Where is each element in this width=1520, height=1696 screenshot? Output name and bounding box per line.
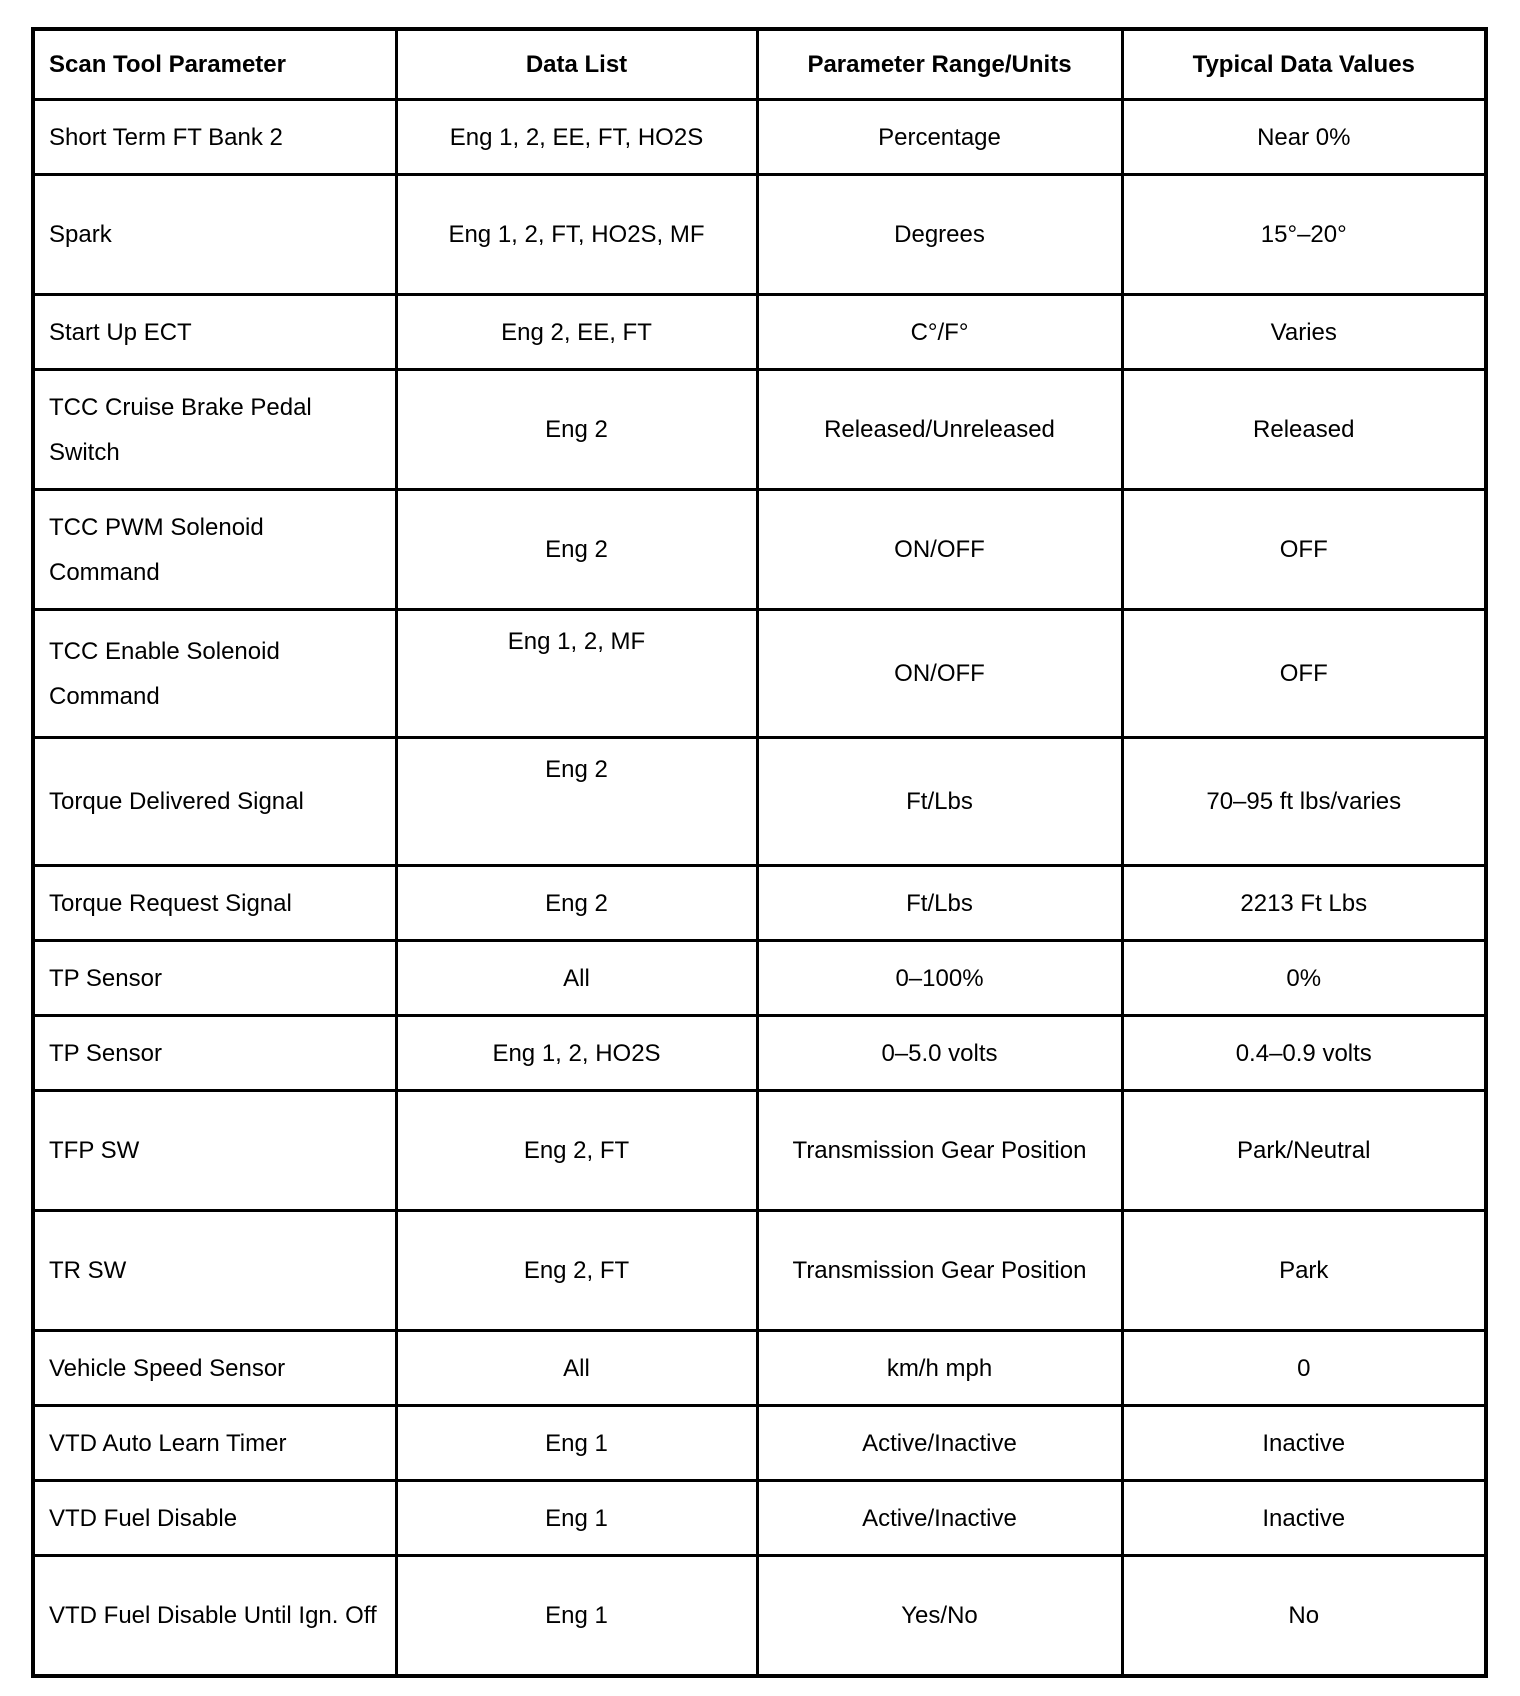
cell-parameter: Spark (33, 175, 396, 295)
cell-data-list: Eng 1, 2, EE, FT, HO2S (396, 100, 757, 175)
cell-typical-value: Varies (1122, 295, 1486, 370)
table-row (33, 1481, 1486, 1556)
cell-range-units: 0–100% (757, 941, 1122, 1016)
cell-typical-value: OFF (1122, 490, 1486, 610)
cell-typical-value: Inactive (1122, 1481, 1486, 1556)
cell-parameter: Vehicle Speed Sensor (33, 1331, 396, 1406)
cell-parameter: VTD Fuel Disable (33, 1481, 396, 1556)
table-row (33, 1091, 1486, 1211)
cell-data-list: Eng 2 (396, 370, 757, 490)
cell-range-units: C°/F° (757, 295, 1122, 370)
table-row (33, 941, 1486, 1016)
cell-parameter: TCC PWM Solenoid Command (33, 490, 396, 610)
cell-typical-value: 15°–20° (1122, 175, 1486, 295)
cell-typical-value: Park (1122, 1211, 1486, 1331)
header-parameter-range: Parameter Range/Units (757, 29, 1122, 100)
table-row (33, 1331, 1486, 1406)
cell-data-list: Eng 1 (396, 1406, 757, 1481)
cell-data-list: Eng 1, 2, MF (396, 610, 757, 738)
cell-range-units: Active/Inactive (757, 1481, 1122, 1556)
cell-parameter: Torque Request Signal (33, 866, 396, 941)
cell-typical-value: Released (1122, 370, 1486, 490)
cell-range-units: Ft/Lbs (757, 738, 1122, 866)
cell-typical-value: 70–95 ft lbs/varies (1122, 738, 1486, 866)
cell-range-units: Active/Inactive (757, 1406, 1122, 1481)
cell-parameter: Start Up ECT (33, 295, 396, 370)
cell-data-list: Eng 2, EE, FT (396, 295, 757, 370)
table-row (33, 1556, 1486, 1677)
cell-typical-value: OFF (1122, 610, 1486, 738)
header-typical-values: Typical Data Values (1122, 29, 1486, 100)
table-row (33, 1211, 1486, 1331)
cell-typical-value: 0.4–0.9 volts (1122, 1016, 1486, 1091)
cell-typical-value: Park/Neutral (1122, 1091, 1486, 1211)
scan-tool-data-table (31, 27, 1488, 1678)
cell-parameter: TCC Cruise Brake Pedal Switch (33, 370, 396, 490)
cell-data-list: Eng 2, FT (396, 1211, 757, 1331)
cell-typical-value: Near 0% (1122, 100, 1486, 175)
cell-range-units: 0–5.0 volts (757, 1016, 1122, 1091)
table-row (33, 738, 1486, 866)
cell-typical-value: 0 (1122, 1331, 1486, 1406)
cell-parameter: TP Sensor (33, 1016, 396, 1091)
cell-range-units: Transmission Gear Position (757, 1211, 1122, 1331)
cell-range-units: Released/Unreleased (757, 370, 1122, 490)
table-row (33, 1016, 1486, 1091)
cell-data-list: Eng 1 (396, 1556, 757, 1677)
cell-data-list: Eng 1, 2, FT, HO2S, MF (396, 175, 757, 295)
cell-typical-value: Inactive (1122, 1406, 1486, 1481)
cell-range-units: Percentage (757, 100, 1122, 175)
cell-typical-value: 0% (1122, 941, 1486, 1016)
cell-parameter: VTD Fuel Disable Until Ign. Off (33, 1556, 396, 1677)
cell-range-units: km/h mph (757, 1331, 1122, 1406)
table-row (33, 295, 1486, 370)
header-scan-tool-parameter: Scan Tool Parameter (33, 29, 396, 100)
cell-parameter: TP Sensor (33, 941, 396, 1016)
cell-typical-value: 2213 Ft Lbs (1122, 866, 1486, 941)
cell-parameter: VTD Auto Learn Timer (33, 1406, 396, 1481)
table-row (33, 175, 1486, 295)
cell-range-units: ON/OFF (757, 490, 1122, 610)
cell-data-list: Eng 1 (396, 1481, 757, 1556)
cell-data-list: Eng 2, FT (396, 1091, 757, 1211)
cell-range-units: Degrees (757, 175, 1122, 295)
cell-parameter: Short Term FT Bank 2 (33, 100, 396, 175)
cell-typical-value: No (1122, 1556, 1486, 1677)
cell-range-units: Ft/Lbs (757, 866, 1122, 941)
cell-parameter: TR SW (33, 1211, 396, 1331)
cell-data-list: Eng 2 (396, 866, 757, 941)
cell-range-units: ON/OFF (757, 610, 1122, 738)
table-row (33, 100, 1486, 175)
header-data-list: Data List (396, 29, 757, 100)
table-row (33, 866, 1486, 941)
cell-parameter: Torque Delivered Signal (33, 738, 396, 866)
cell-parameter: TFP SW (33, 1091, 396, 1211)
table-row (33, 370, 1486, 490)
cell-range-units: Yes/No (757, 1556, 1122, 1677)
cell-parameter: TCC Enable Solenoid Command (33, 610, 396, 738)
cell-range-units: Transmission Gear Position (757, 1091, 1122, 1211)
cell-data-list: Eng 2 (396, 490, 757, 610)
table-row (33, 490, 1486, 610)
cell-data-list: Eng 2 (396, 738, 757, 866)
table-row (33, 610, 1486, 738)
table-row (33, 1406, 1486, 1481)
cell-data-list: All (396, 941, 757, 1016)
cell-data-list: All (396, 1331, 757, 1406)
cell-data-list: Eng 1, 2, HO2S (396, 1016, 757, 1091)
header-row (33, 29, 1486, 100)
